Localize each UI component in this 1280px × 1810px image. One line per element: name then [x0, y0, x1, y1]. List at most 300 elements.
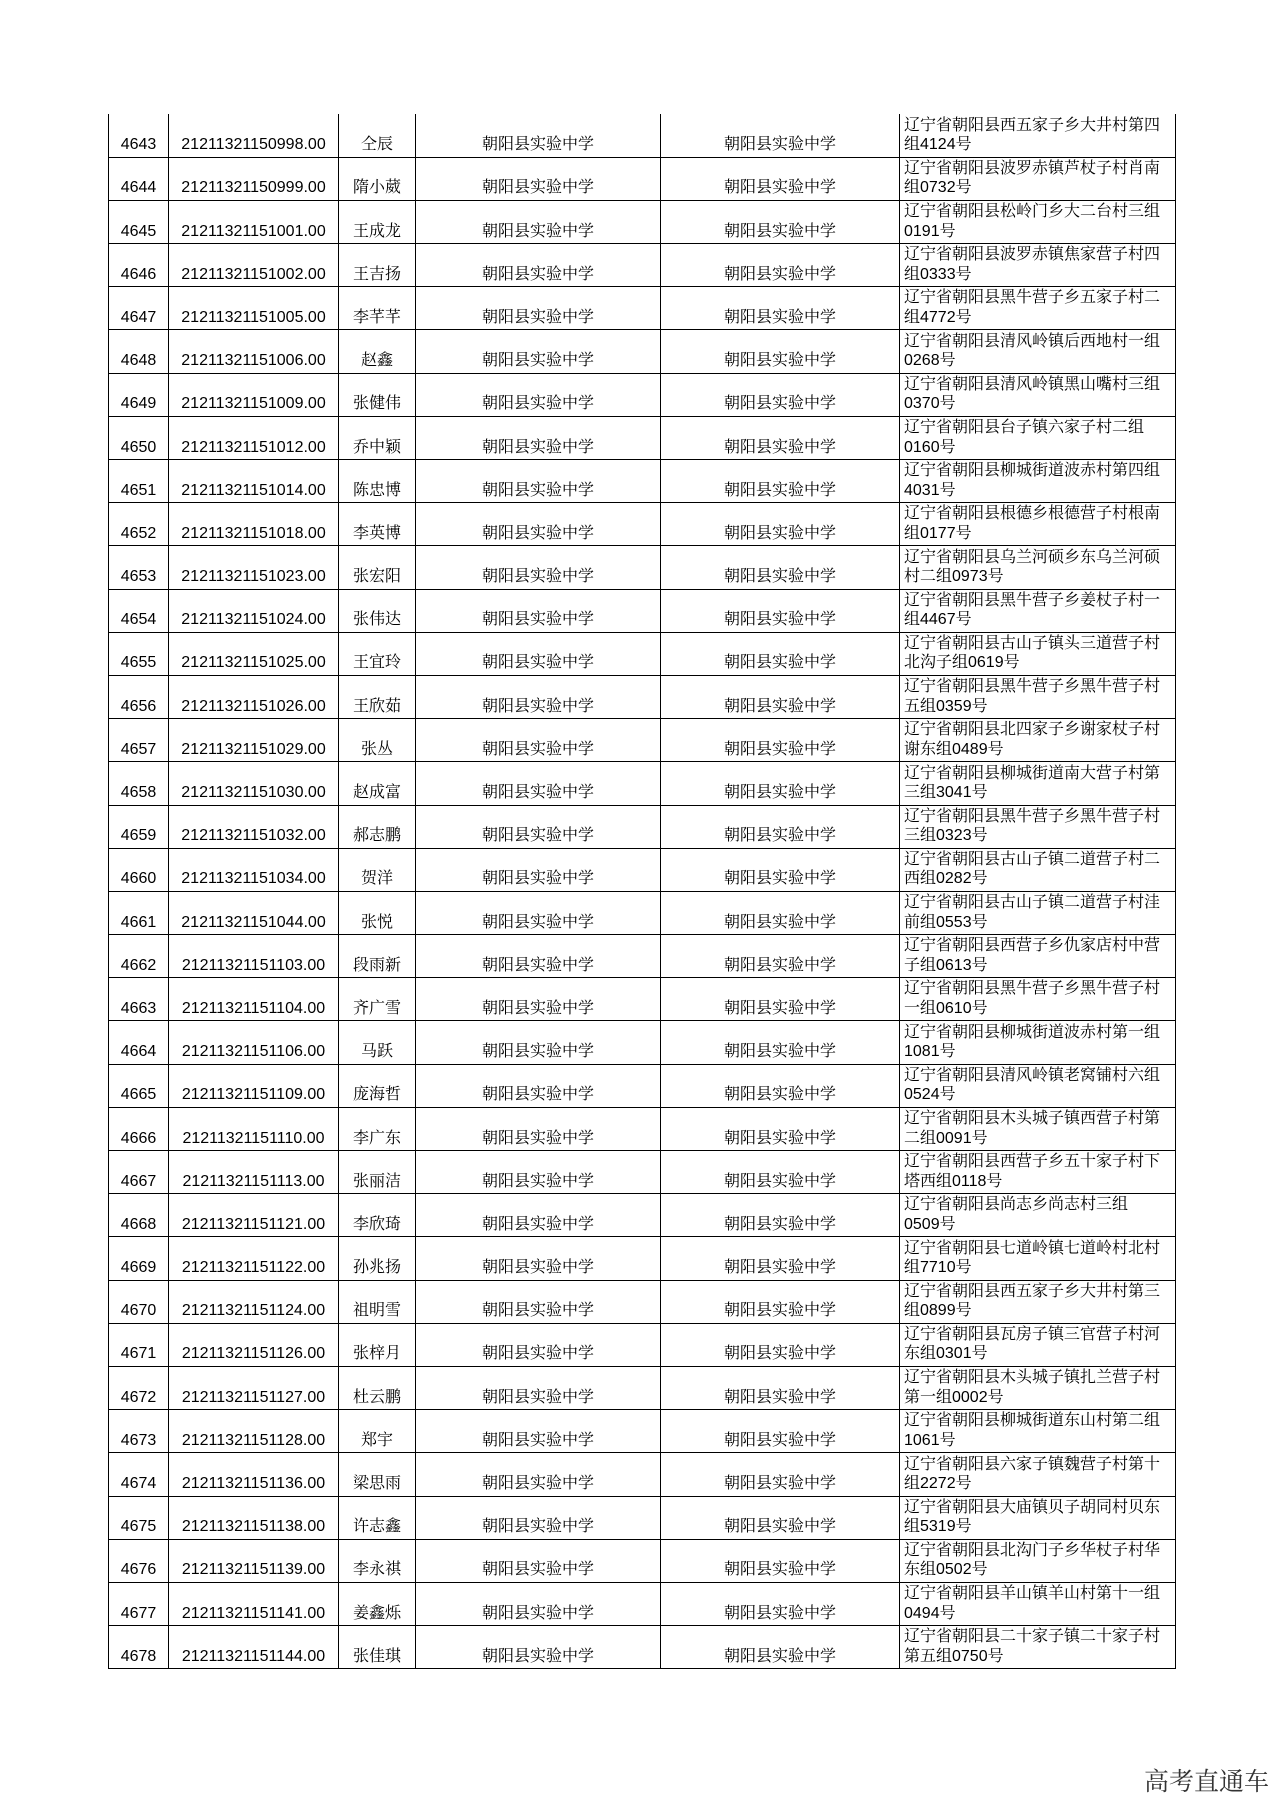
address-line: 组5319号	[904, 1518, 972, 1536]
admitted-school-cell: 朝阳县实验中学	[661, 805, 900, 848]
row-number-cell: 4675	[109, 1496, 169, 1539]
admitted-school-cell: 朝阳县实验中学	[661, 157, 900, 200]
student-id-cell: 21211321151023.00	[169, 546, 339, 589]
graduated-school-cell: 朝阳县实验中学	[416, 935, 661, 978]
table-row	[109, 1626, 1176, 1669]
student-name-cell: 赵鑫	[339, 330, 416, 373]
address-line: 0160号	[904, 438, 956, 456]
table-row	[109, 200, 1176, 243]
address-line: 子组0613号	[904, 956, 988, 974]
address-line: 0268号	[904, 352, 956, 370]
row-number-cell: 4645	[109, 200, 169, 243]
admitted-school-cell: 朝阳县实验中学	[661, 978, 900, 1021]
table-row	[109, 1194, 1176, 1237]
row-number-cell: 4676	[109, 1539, 169, 1582]
row-number-cell: 4674	[109, 1453, 169, 1496]
graduated-school-cell: 朝阳县实验中学	[416, 632, 661, 675]
address-line: 0191号	[904, 222, 956, 240]
student-name-cell: 郑宇	[339, 1410, 416, 1453]
row-number-cell: 4658	[109, 762, 169, 805]
admitted-school-cell: 朝阳县实验中学	[661, 1323, 900, 1366]
row-number-cell: 4669	[109, 1237, 169, 1280]
row-number-cell: 4649	[109, 373, 169, 416]
table-row	[109, 632, 1176, 675]
address-line: 村二组0973号	[904, 568, 1004, 586]
address-line: 辽宁省朝阳县北四家子乡谢家杖子村	[904, 721, 1161, 739]
table-row	[109, 1366, 1176, 1409]
table-row	[109, 935, 1176, 978]
graduated-school-cell: 朝阳县实验中学	[416, 114, 661, 157]
admitted-school-cell: 朝阳县实验中学	[661, 1453, 900, 1496]
graduated-school-cell: 朝阳县实验中学	[416, 719, 661, 762]
address-cell	[900, 762, 1176, 805]
table-row	[109, 1107, 1176, 1150]
admitted-school-cell: 朝阳县实验中学	[661, 503, 900, 546]
address-line: 东组0301号	[904, 1345, 988, 1363]
address-cell	[900, 1194, 1176, 1237]
address-cell	[900, 114, 1176, 157]
address-line: 辽宁省朝阳县黑牛营子乡姜杖子村一	[904, 591, 1161, 609]
address-cell	[900, 1582, 1176, 1625]
address-cell	[900, 589, 1176, 632]
student-roster-table	[108, 114, 1176, 1669]
roster-body	[109, 114, 1176, 1669]
table-row	[109, 1323, 1176, 1366]
admitted-school-cell: 朝阳县实验中学	[661, 1021, 900, 1064]
student-id-cell: 21211321151144.00	[169, 1626, 339, 1669]
admitted-school-cell: 朝阳县实验中学	[661, 200, 900, 243]
address-line: 辽宁省朝阳县古山子镇二道营子村洼	[904, 894, 1161, 912]
table-row	[109, 1410, 1176, 1453]
row-number-cell: 4648	[109, 330, 169, 373]
admitted-school-cell: 朝阳县实验中学	[661, 460, 900, 503]
table-row	[109, 1280, 1176, 1323]
table-row	[109, 157, 1176, 200]
address-line: 组0732号	[904, 179, 972, 197]
address-line: 辽宁省朝阳县羊山镇羊山村第十一组	[904, 1585, 1161, 1603]
address-line: 三组3041号	[904, 784, 988, 801]
graduated-school-cell: 朝阳县实验中学	[416, 503, 661, 546]
student-id-cell: 21211321151012.00	[169, 416, 339, 459]
student-name-cell: 王宜玲	[339, 632, 416, 675]
address-cell	[900, 1453, 1176, 1496]
address-line: 辽宁省朝阳县柳城街道波赤村第四组	[904, 462, 1161, 480]
graduated-school-cell: 朝阳县实验中学	[416, 675, 661, 718]
table-row	[109, 675, 1176, 718]
admitted-school-cell: 朝阳县实验中学	[661, 373, 900, 416]
address-line: 组7710号	[904, 1259, 972, 1277]
student-name-cell: 隋小葳	[339, 157, 416, 200]
row-number-cell: 4644	[109, 157, 169, 200]
student-name-cell: 梁思雨	[339, 1453, 416, 1496]
address-line: 东组0502号	[904, 1561, 988, 1579]
admitted-school-cell: 朝阳县实验中学	[661, 244, 900, 287]
address-line: 辽宁省朝阳县黑牛营子乡黑牛营子村	[904, 980, 1161, 998]
address-line: 塔西组0118号	[904, 1172, 1003, 1190]
address-line: 组2272号	[904, 1475, 972, 1492]
address-line: 4031号	[904, 481, 956, 499]
admitted-school-cell: 朝阳县实验中学	[661, 1237, 900, 1280]
admitted-school-cell: 朝阳县实验中学	[661, 719, 900, 762]
address-cell	[900, 848, 1176, 891]
address-cell	[900, 891, 1176, 934]
address-cell	[900, 1151, 1176, 1194]
address-cell	[900, 1539, 1176, 1582]
student-name-cell: 祖明雪	[339, 1280, 416, 1323]
admitted-school-cell: 朝阳县实验中学	[661, 114, 900, 157]
address-cell	[900, 935, 1176, 978]
student-name-cell: 段雨新	[339, 935, 416, 978]
student-name-cell: 杜云鹏	[339, 1366, 416, 1409]
address-line: 辽宁省朝阳县北沟门子乡华杖子村华	[904, 1541, 1161, 1559]
table-row	[109, 244, 1176, 287]
admitted-school-cell: 朝阳县实验中学	[661, 1496, 900, 1539]
student-id-cell: 21211321151002.00	[169, 244, 339, 287]
student-id-cell: 21211321151141.00	[169, 1582, 339, 1625]
address-line: 辽宁省朝阳县木头城子镇扎兰营子村	[904, 1369, 1161, 1387]
address-line: 辽宁省朝阳县西营子乡仇家店村中营	[904, 937, 1161, 955]
table-row	[109, 1237, 1176, 1280]
student-id-cell: 21211321151044.00	[169, 891, 339, 934]
address-cell	[900, 546, 1176, 589]
student-id-cell: 21211321151009.00	[169, 373, 339, 416]
address-cell	[900, 416, 1176, 459]
row-number-cell: 4659	[109, 805, 169, 848]
row-number-cell: 4672	[109, 1366, 169, 1409]
student-id-cell: 21211321150999.00	[169, 157, 339, 200]
admitted-school-cell: 朝阳县实验中学	[661, 632, 900, 675]
address-line: 0370号	[904, 395, 956, 413]
table-row	[109, 416, 1176, 459]
table-row	[109, 762, 1176, 805]
graduated-school-cell: 朝阳县实验中学	[416, 1496, 661, 1539]
address-line: 辽宁省朝阳县七道岭镇七道岭村北村	[904, 1239, 1161, 1257]
row-number-cell: 4663	[109, 978, 169, 1021]
address-cell	[900, 1410, 1176, 1453]
address-line: 辽宁省朝阳县大庙镇贝子胡同村贝东	[904, 1498, 1161, 1516]
address-line: 0494号	[904, 1604, 956, 1622]
student-id-cell: 21211321151110.00	[169, 1107, 339, 1150]
address-line: 第一组0002号	[904, 1388, 1004, 1406]
address-cell	[900, 1237, 1176, 1280]
graduated-school-cell: 朝阳县实验中学	[416, 1323, 661, 1366]
address-cell	[900, 675, 1176, 718]
address-line: 组4124号	[904, 136, 972, 154]
address-line: 辽宁省朝阳县古山子镇二道营子村二	[904, 850, 1161, 868]
table-row	[109, 287, 1176, 330]
student-id-cell: 21211321151025.00	[169, 632, 339, 675]
student-id-cell: 21211321151121.00	[169, 1194, 339, 1237]
address-cell	[900, 157, 1176, 200]
graduated-school-cell: 朝阳县实验中学	[416, 848, 661, 891]
graduated-school-cell: 朝阳县实验中学	[416, 330, 661, 373]
student-name-cell: 仝辰	[339, 114, 416, 157]
table-row	[109, 1582, 1176, 1625]
table-row	[109, 546, 1176, 589]
address-cell	[900, 503, 1176, 546]
admitted-school-cell: 朝阳县实验中学	[661, 546, 900, 589]
address-line: 辽宁省朝阳县黑牛营子乡黑牛营子村	[904, 807, 1161, 825]
address-line: 辽宁省朝阳县西五家子乡大井村第三	[904, 1282, 1161, 1300]
address-line: 辽宁省朝阳县西营子乡五十家子村下	[904, 1153, 1161, 1171]
graduated-school-cell: 朝阳县实验中学	[416, 1582, 661, 1625]
graduated-school-cell: 朝阳县实验中学	[416, 891, 661, 934]
student-id-cell: 21211321151103.00	[169, 935, 339, 978]
student-name-cell: 乔中颖	[339, 416, 416, 459]
graduated-school-cell: 朝阳县实验中学	[416, 460, 661, 503]
student-name-cell: 张丛	[339, 719, 416, 762]
address-line: 辽宁省朝阳县黑牛营子乡五家子村二	[904, 289, 1161, 307]
table-row	[109, 1151, 1176, 1194]
row-number-cell: 4664	[109, 1021, 169, 1064]
admitted-school-cell: 朝阳县实验中学	[661, 1539, 900, 1582]
address-line: 辽宁省朝阳县二十家子镇二十家子村	[904, 1628, 1161, 1646]
row-number-cell: 4668	[109, 1194, 169, 1237]
address-line: 北沟子组0619号	[904, 654, 1020, 672]
row-number-cell: 4671	[109, 1323, 169, 1366]
row-number-cell: 4677	[109, 1582, 169, 1625]
address-line: 辽宁省朝阳县柳城街道东山村第二组	[904, 1412, 1161, 1430]
row-number-cell: 4661	[109, 891, 169, 934]
student-name-cell: 张佳琪	[339, 1626, 416, 1669]
row-number-cell: 4656	[109, 675, 169, 718]
address-line: 辽宁省朝阳县清风岭镇后西地村一组	[904, 332, 1161, 350]
admitted-school-cell: 朝阳县实验中学	[661, 1107, 900, 1150]
student-id-cell: 21211321151138.00	[169, 1496, 339, 1539]
table-row	[109, 589, 1176, 632]
address-line: 三组0323号	[904, 827, 988, 845]
address-cell	[900, 330, 1176, 373]
row-number-cell: 4666	[109, 1107, 169, 1150]
address-cell	[900, 1021, 1176, 1064]
admitted-school-cell: 朝阳县实验中学	[661, 1410, 900, 1453]
table-row	[109, 805, 1176, 848]
student-name-cell: 李广东	[339, 1107, 416, 1150]
graduated-school-cell: 朝阳县实验中学	[416, 1151, 661, 1194]
address-line: 辽宁省朝阳县古山子镇头三道营子村	[904, 634, 1161, 652]
student-name-cell: 马跃	[339, 1021, 416, 1064]
student-name-cell: 庞海哲	[339, 1064, 416, 1107]
address-cell	[900, 1496, 1176, 1539]
table-row	[109, 1064, 1176, 1107]
student-id-cell: 21211321151136.00	[169, 1453, 339, 1496]
student-id-cell: 21211321151126.00	[169, 1323, 339, 1366]
address-line: 西组0282号	[904, 870, 988, 888]
student-name-cell: 赵成富	[339, 762, 416, 805]
address-line: 辽宁省朝阳县西五家子乡大井村第四	[904, 116, 1161, 134]
table-row	[109, 503, 1176, 546]
address-line: 组0899号	[904, 1302, 972, 1320]
graduated-school-cell: 朝阳县实验中学	[416, 805, 661, 848]
table-row	[109, 373, 1176, 416]
row-number-cell: 4651	[109, 460, 169, 503]
address-line: 0509号	[904, 1215, 956, 1233]
address-cell	[900, 1280, 1176, 1323]
address-cell	[900, 1323, 1176, 1366]
address-line: 组0177号	[904, 524, 972, 542]
admitted-school-cell: 朝阳县实验中学	[661, 762, 900, 805]
address-line: 辽宁省朝阳县波罗赤镇芦杖子村肖南	[904, 159, 1161, 177]
address-cell	[900, 632, 1176, 675]
address-line: 辽宁省朝阳县木头城子镇西营子村第	[904, 1110, 1161, 1127]
admitted-school-cell: 朝阳县实验中学	[661, 1280, 900, 1323]
student-name-cell: 许志鑫	[339, 1496, 416, 1539]
graduated-school-cell: 朝阳县实验中学	[416, 1539, 661, 1582]
address-line: 辽宁省朝阳县黑牛营子乡黑牛营子村	[904, 678, 1161, 696]
student-id-cell: 21211321151018.00	[169, 503, 339, 546]
graduated-school-cell: 朝阳县实验中学	[416, 1366, 661, 1409]
student-name-cell: 李英博	[339, 503, 416, 546]
student-id-cell: 21211321151024.00	[169, 589, 339, 632]
student-name-cell: 李永祺	[339, 1539, 416, 1582]
row-number-cell: 4657	[109, 719, 169, 762]
admitted-school-cell: 朝阳县实验中学	[661, 1366, 900, 1409]
address-line: 一组0610号	[904, 999, 988, 1017]
graduated-school-cell: 朝阳县实验中学	[416, 589, 661, 632]
address-cell	[900, 373, 1176, 416]
admitted-school-cell: 朝阳县实验中学	[661, 589, 900, 632]
row-number-cell: 4670	[109, 1280, 169, 1323]
address-line: 1061号	[904, 1431, 956, 1449]
student-id-cell: 21211321150998.00	[169, 114, 339, 157]
address-line: 组0333号	[904, 265, 972, 283]
address-line: 辽宁省朝阳县尚志乡尚志村三组	[904, 1196, 1129, 1214]
address-line: 谢东组0489号	[904, 740, 1004, 758]
row-number-cell: 4678	[109, 1626, 169, 1669]
graduated-school-cell: 朝阳县实验中学	[416, 157, 661, 200]
graduated-school-cell: 朝阳县实验中学	[416, 546, 661, 589]
student-name-cell: 孙兆扬	[339, 1237, 416, 1280]
address-line: 辽宁省朝阳县乌兰河硕乡东乌兰河硕	[904, 548, 1161, 566]
graduated-school-cell: 朝阳县实验中学	[416, 373, 661, 416]
student-id-cell: 21211321151026.00	[169, 675, 339, 718]
address-line: 五组0359号	[904, 697, 988, 715]
row-number-cell: 4652	[109, 503, 169, 546]
student-id-cell: 21211321151001.00	[169, 200, 339, 243]
address-line: 辽宁省朝阳县根德乡根德营子村根南	[904, 505, 1161, 523]
address-line: 辽宁省朝阳县柳城街道南大营子村第	[904, 764, 1161, 782]
address-line: 辽宁省朝阳县松岭门乡大二台村三组	[904, 203, 1161, 221]
student-id-cell: 21211321151014.00	[169, 460, 339, 503]
admitted-school-cell: 朝阳县实验中学	[661, 675, 900, 718]
student-name-cell: 张宏阳	[339, 546, 416, 589]
student-id-cell: 21211321151005.00	[169, 287, 339, 330]
graduated-school-cell: 朝阳县实验中学	[416, 244, 661, 287]
student-name-cell: 王欣茹	[339, 675, 416, 718]
student-id-cell: 21211321151104.00	[169, 978, 339, 1021]
graduated-school-cell: 朝阳县实验中学	[416, 287, 661, 330]
row-number-cell: 4653	[109, 546, 169, 589]
address-line: 前组0553号	[904, 913, 988, 931]
address-cell	[900, 805, 1176, 848]
table-row	[109, 848, 1176, 891]
admitted-school-cell: 朝阳县实验中学	[661, 891, 900, 934]
watermark-text: 高考直通车	[1143, 1768, 1269, 1796]
student-name-cell: 李芊芊	[339, 287, 416, 330]
admitted-school-cell: 朝阳县实验中学	[661, 935, 900, 978]
graduated-school-cell: 朝阳县实验中学	[416, 200, 661, 243]
row-number-cell: 4654	[109, 589, 169, 632]
student-name-cell: 张丽洁	[339, 1151, 416, 1194]
address-line: 组4467号	[904, 611, 972, 629]
graduated-school-cell: 朝阳县实验中学	[416, 1194, 661, 1237]
student-name-cell: 齐广雪	[339, 978, 416, 1021]
student-name-cell: 陈忠博	[339, 460, 416, 503]
address-cell	[900, 978, 1176, 1021]
admitted-school-cell: 朝阳县实验中学	[661, 1194, 900, 1237]
row-number-cell: 4667	[109, 1151, 169, 1194]
address-line: 辽宁省朝阳县瓦房子镇三官营子村河	[904, 1325, 1161, 1343]
row-number-cell: 4673	[109, 1410, 169, 1453]
address-cell	[900, 287, 1176, 330]
graduated-school-cell: 朝阳县实验中学	[416, 762, 661, 805]
table-row	[109, 978, 1176, 1021]
address-line: 辽宁省朝阳县台子镇六家子村二组	[904, 419, 1145, 436]
graduated-school-cell: 朝阳县实验中学	[416, 416, 661, 459]
table-row	[109, 114, 1176, 157]
graduated-school-cell: 朝阳县实验中学	[416, 1021, 661, 1064]
graduated-school-cell: 朝阳县实验中学	[416, 1626, 661, 1669]
address-cell	[900, 1366, 1176, 1409]
address-cell	[900, 719, 1176, 762]
graduated-school-cell: 朝阳县实验中学	[416, 1237, 661, 1280]
student-id-cell: 21211321151127.00	[169, 1366, 339, 1409]
student-id-cell: 21211321151139.00	[169, 1539, 339, 1582]
student-id-cell: 21211321151030.00	[169, 762, 339, 805]
student-name-cell: 郝志鹏	[339, 805, 416, 848]
address-line: 二组0091号	[904, 1129, 988, 1147]
student-id-cell: 21211321151122.00	[169, 1237, 339, 1280]
address-line: 第五组0750号	[904, 1647, 1004, 1665]
address-cell	[900, 200, 1176, 243]
admitted-school-cell: 朝阳县实验中学	[661, 1626, 900, 1669]
graduated-school-cell: 朝阳县实验中学	[416, 1280, 661, 1323]
admitted-school-cell: 朝阳县实验中学	[661, 287, 900, 330]
row-number-cell: 4646	[109, 244, 169, 287]
graduated-school-cell: 朝阳县实验中学	[416, 978, 661, 1021]
table-row	[109, 891, 1176, 934]
admitted-school-cell: 朝阳县实验中学	[661, 1582, 900, 1625]
address-line: 辽宁省朝阳县六家子镇魏营子村第十	[904, 1455, 1161, 1473]
student-name-cell: 王吉扬	[339, 244, 416, 287]
address-line: 组4772号	[904, 308, 972, 326]
student-name-cell: 张悦	[339, 891, 416, 934]
table-row	[109, 460, 1176, 503]
student-id-cell: 21211321151124.00	[169, 1280, 339, 1323]
table-row	[109, 719, 1176, 762]
address-line: 辽宁省朝阳县波罗赤镇焦家营子村四	[904, 246, 1161, 264]
student-name-cell: 贺洋	[339, 848, 416, 891]
student-id-cell: 21211321151109.00	[169, 1064, 339, 1107]
admitted-school-cell: 朝阳县实验中学	[661, 416, 900, 459]
address-cell	[900, 460, 1176, 503]
address-line: 辽宁省朝阳县柳城街道波赤村第一组	[904, 1023, 1161, 1041]
student-name-cell: 李欣琦	[339, 1194, 416, 1237]
table-row	[109, 1496, 1176, 1539]
address-cell	[900, 1064, 1176, 1107]
admitted-school-cell: 朝阳县实验中学	[661, 1064, 900, 1107]
student-id-cell: 21211321151034.00	[169, 848, 339, 891]
graduated-school-cell: 朝阳县实验中学	[416, 1064, 661, 1107]
address-cell	[900, 244, 1176, 287]
graduated-school-cell: 朝阳县实验中学	[416, 1410, 661, 1453]
address-line: 0524号	[904, 1086, 956, 1104]
address-line: 1081号	[904, 1043, 956, 1061]
student-name-cell: 张健伟	[339, 373, 416, 416]
table-row	[109, 1453, 1176, 1496]
student-name-cell: 张梓月	[339, 1323, 416, 1366]
admitted-school-cell: 朝阳县实验中学	[661, 1151, 900, 1194]
